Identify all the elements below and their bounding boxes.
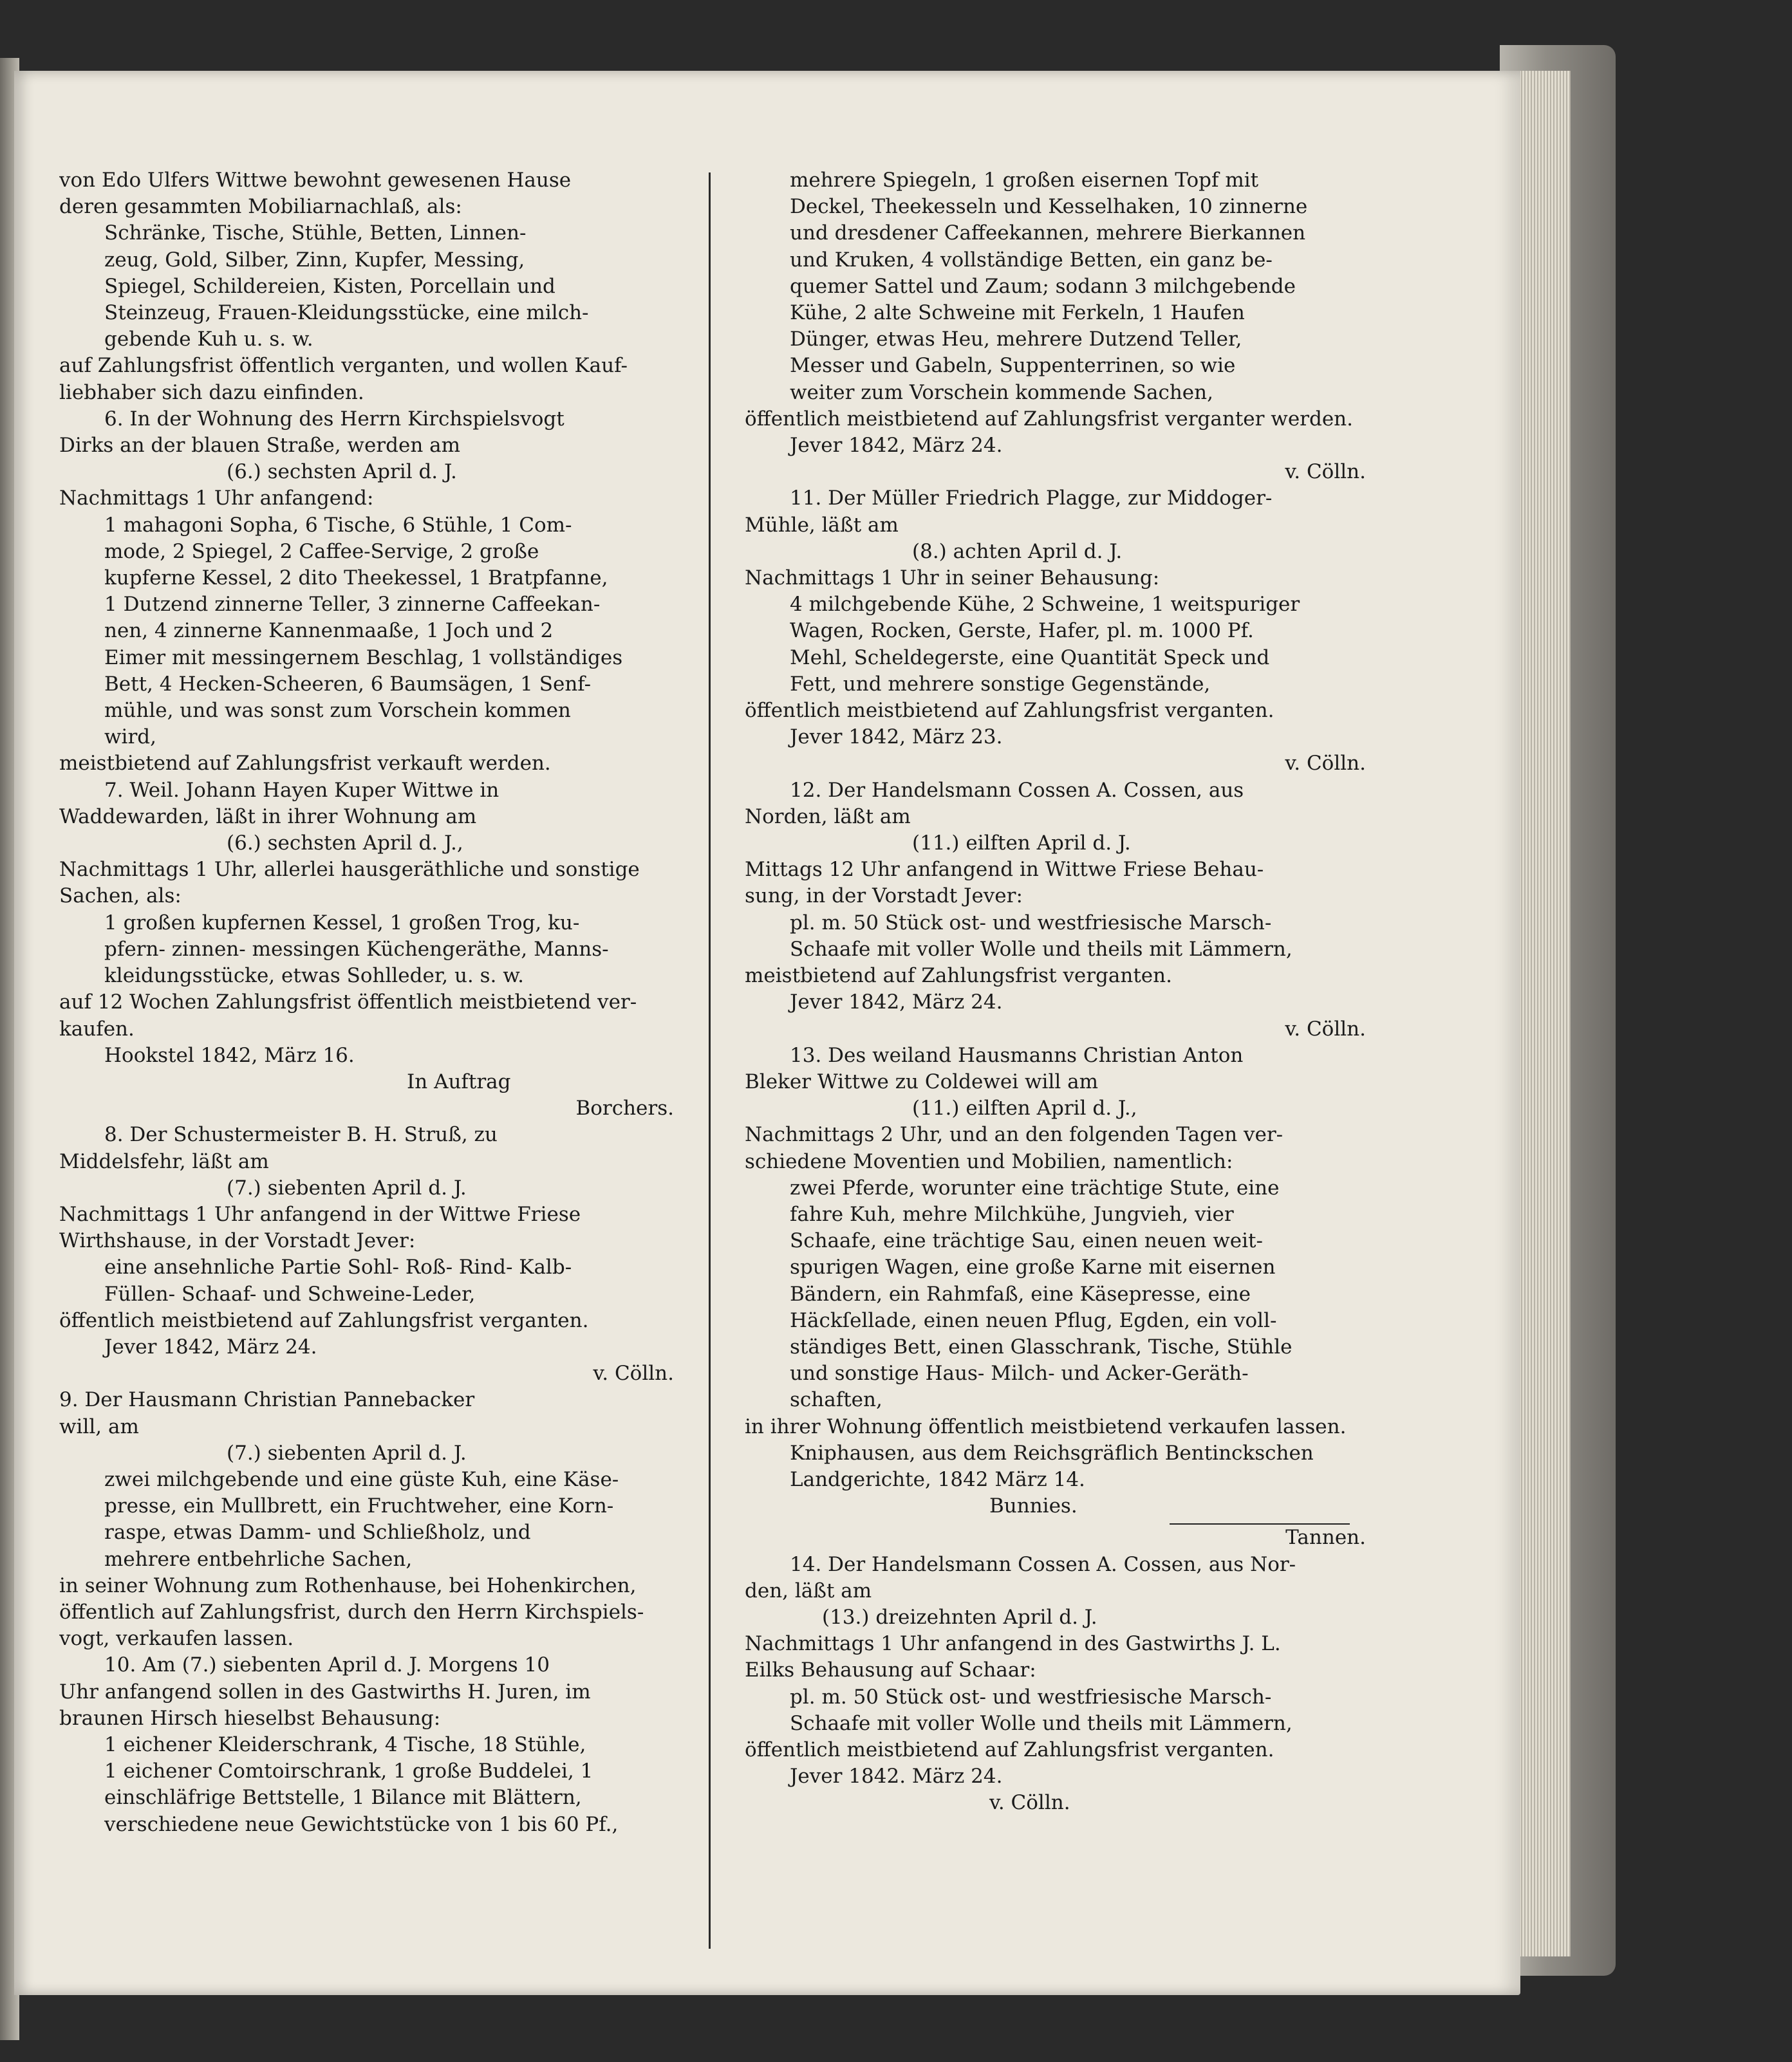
text-line: sung, in der Vorstadt Jever: — [745, 884, 1023, 908]
text-line: Füllen- Schaaf- und Schweine-Leder, — [104, 1282, 476, 1306]
date-line: (8.) achten April d. J. — [912, 539, 1123, 563]
text-line: gebende Kuh u. s. w. — [104, 328, 313, 351]
text-line: meistbietend auf Zahlungsfrist verkauft werden. — [59, 752, 551, 776]
text-line: zeug, Gold, Silber, Zinn, Kupfer, Messing, — [104, 248, 525, 272]
text-line: schaften, — [790, 1388, 882, 1412]
text-line: Dirks an der blauen Straße, werden am — [59, 434, 461, 458]
date-line: (11.) eilften April d. J., — [912, 1097, 1137, 1120]
book-page — [14, 71, 1520, 1995]
place-date-line: Landgerichte, 1842 März 14. — [790, 1467, 1085, 1491]
text-line: kupferne Kessel, 2 dito Theekessel, 1 Bratpfanne, — [104, 566, 608, 590]
text-line: Kniphausen, aus dem Reichsgräflich Bentinckschen — [790, 1441, 1314, 1465]
text-line: Wirthshause, in der Vorstadt Jever: — [59, 1229, 416, 1253]
text-line: verschiedene neue Gewichtstücke von 1 bis 60 Pf., — [104, 1812, 619, 1836]
text-line: mühle, und was sonst zum Vorschein kommen — [104, 699, 571, 723]
signature-line: v. Cölln. — [1285, 1017, 1366, 1041]
text-line: Waddewarden, läßt in ihrer Wohnung am — [59, 804, 477, 828]
text-line: Nachmittags 1 Uhr, allerlei hausgeräthliche und sonstige — [59, 858, 640, 882]
text-line: Eimer mit messingernem Beschlag, 1 vollständiges — [104, 646, 623, 669]
signature-line: Borchers. — [575, 1097, 674, 1120]
text-line: Deckel, Theekesseln und Kesselhaken, 10 zinnerne — [790, 195, 1308, 219]
notice-heading: 7. Weil. Johann Hayen Kuper Wittwe in — [104, 778, 499, 802]
text-line: 1 eichener Kleiderschrank, 4 Tische, 18 Stühle, — [104, 1732, 586, 1756]
text-line: Schaafe mit voller Wolle und theils mit Lämmern, — [790, 1711, 1293, 1735]
text-line: Nachmittags 1 Uhr in seiner Behausung: — [745, 566, 1160, 590]
text-line: öffentlich auf Zahlungsfrist, durch den Herrn Kirchspiels- — [59, 1600, 644, 1624]
text-line: wird, — [104, 725, 156, 749]
text-line: Schaafe mit voller Wolle und theils mit Lämmern, — [790, 937, 1293, 961]
column-divider — [709, 172, 711, 1949]
text-line: mode, 2 Spiegel, 2 Caffee-Servige, 2 große — [104, 539, 539, 563]
text-line: quemer Sattel und Zaum; sodann 3 milchgebende — [790, 274, 1296, 298]
notice-heading: 8. Der Schustermeister B. H. Struß, zu — [104, 1123, 498, 1147]
date-line: (7.) siebenten April d. J. — [227, 1176, 467, 1200]
text-line: Messer und Gabeln, Suppenterrinen, so wie — [790, 354, 1236, 378]
text-line: Spiegel, Schildereien, Kisten, Porcellain und — [104, 274, 555, 298]
text-line: In Auftrag — [407, 1070, 511, 1093]
place-date-line: Hookstel 1842, März 16. — [104, 1043, 355, 1067]
notice-heading: 10. Am (7.) siebenten April d. J. Morgens 10 — [104, 1653, 550, 1677]
text-line: einschläfrige Bettstelle, 1 Bilance mit Blättern, — [104, 1786, 582, 1810]
text-line: Bett, 4 Hecken-Scheeren, 6 Baumsägen, 1 Senf- — [104, 672, 592, 696]
date-line: (11.) eilften April d. J. — [912, 831, 1131, 855]
text-line: pl. m. 50 Stück ost- und westfriesische Marsch- — [790, 911, 1272, 934]
signature-line: v. Cölln. — [593, 1362, 674, 1386]
text-line: von Edo Ulfers Wittwe bewohnt gewesenen Hause — [59, 169, 572, 192]
text-line: Sachen, als: — [59, 884, 182, 908]
text-line: 4 milchgebende Kühe, 2 Schweine, 1 weitspuriger — [790, 593, 1300, 617]
text-line: deren gesammten Mobiliarnachlaß, als: — [59, 195, 462, 219]
text-line: presse, ein Mullbrett, ein Fruchtweher, eine Korn- — [104, 1494, 614, 1518]
text-line: Mühle, läßt am — [745, 513, 899, 537]
text-line: Middelsfehr, läßt am — [59, 1149, 269, 1173]
right-column — [745, 167, 1366, 1950]
text-line: Nachmittags 1 Uhr anfangend in des Gastwirths J. L. — [745, 1632, 1281, 1656]
text-line: mehrere Spiegeln, 1 großen eisernen Topf mit — [790, 169, 1259, 192]
text-line: Eilks Behausung auf Schaar: — [745, 1658, 1036, 1682]
text-line: Mehl, Scheldegerste, eine Quantität Speck und — [790, 646, 1270, 669]
notice-heading: 13. Des weiland Hausmanns Christian Anton — [790, 1043, 1244, 1067]
signature-line: Bunnies. — [989, 1494, 1078, 1518]
place-date-line: Jever 1842, März 23. — [790, 725, 1003, 749]
text-line: eine ansehnliche Partie Sohl- Roß- Rind- Kalb- — [104, 1256, 572, 1279]
text-line: den, läßt am — [745, 1579, 872, 1602]
text-line: 1 großen kupfernen Kessel, 1 großen Trog, ku- — [104, 911, 580, 934]
text-line: Nachmittags 1 Uhr anfangend in der Wittwe Friese — [59, 1202, 581, 1226]
text-line: Nachmittags 2 Uhr, und an den folgenden Tagen ver- — [745, 1123, 1283, 1147]
text-line: pfern- zinnen- messingen Küchengeräthe, Manns- — [104, 937, 609, 961]
text-line: Bleker Wittwe zu Coldewei will am — [745, 1070, 1099, 1093]
text-line: 1 Dutzend zinnerne Teller, 3 zinnerne Caffeekan- — [104, 593, 601, 617]
text-line: kaufen. — [59, 1017, 135, 1041]
text-line: Schränke, Tische, Stühle, Betten, Linnen- — [104, 221, 527, 245]
text-line: 1 eichener Comtoirschrank, 1 große Buddelei, 1 — [104, 1760, 593, 1783]
text-line: Fett, und mehrere sonstige Gegenstände, — [790, 672, 1211, 696]
text-line: Bändern, ein Rahmfaß, eine Käsepresse, eine — [790, 1282, 1251, 1306]
place-date-line: Jever 1842, März 24. — [790, 434, 1003, 458]
text-line: öffentlich meistbietend auf Zahlungsfrist verganten. — [745, 1738, 1274, 1761]
date-line: (13.) dreizehnten April d. J. — [822, 1605, 1097, 1629]
text-line: öffentlich meistbietend auf Zahlungsfrist verganter werden. — [745, 407, 1354, 431]
left-column — [59, 167, 674, 1950]
text-line: und sonstige Haus- Milch- und Acker-Geräth- — [790, 1362, 1249, 1386]
text-line: braunen Hirsch hieselbst Behausung: — [59, 1706, 441, 1730]
text-line: Häckſellade, einen neuen Pflug, Egden, ein voll- — [790, 1308, 1277, 1332]
signature-line: Tannen. — [1285, 1526, 1366, 1550]
text-line: in seiner Wohnung zum Rothenhause, bei Hohenkirchen, — [59, 1574, 637, 1597]
notice-heading: 12. Der Handelsmann Cossen A. Cossen, aus — [790, 778, 1244, 802]
text-line: vogt, verkaufen lassen. — [59, 1627, 294, 1651]
text-line: schiedene Moventien und Mobilien, namentlich: — [745, 1149, 1233, 1173]
text-line: kleidungsstücke, etwas Sohlleder, u. s. w. — [104, 964, 524, 988]
text-line: zwei Pferde, worunter eine trächtige Stute, eine — [790, 1176, 1280, 1200]
text-line: Nachmittags 1 Uhr anfangend: — [59, 487, 374, 510]
text-line: Uhr anfangend sollen in des Gastwirths H. Juren, im — [59, 1680, 591, 1704]
text-line: und Kruken, 4 vollständige Betten, ein ganz be- — [790, 248, 1273, 272]
notice-heading: 14. Der Handelsmann Cossen A. Cossen, aus Nor- — [790, 1552, 1296, 1576]
text-line: Dünger, etwas Heu, mehrere Dutzend Teller, — [790, 328, 1242, 351]
place-date-line: Jever 1842, März 24. — [104, 1335, 317, 1359]
text-line: spurigen Wagen, eine große Karne mit eisernen — [790, 1256, 1276, 1279]
text-line: liebhaber sich dazu einfinden. — [59, 380, 364, 404]
text-line: auf Zahlungsfrist öffentlich verganten, und wollen Kauf- — [59, 354, 628, 378]
date-line: (6.) sechsten April d. J. — [227, 460, 457, 484]
text-line: Kühe, 2 alte Schweine mit Ferkeln, 1 Haufen — [790, 301, 1245, 325]
text-line: Wagen, Rocken, Gerste, Hafer, pl. m. 1000 Pf. — [790, 619, 1254, 643]
text-line: fahre Kuh, mehre Milchkühe, Jungvieh, vier — [790, 1202, 1234, 1226]
place-date-line: Jever 1842, März 24. — [790, 990, 1003, 1014]
text-block — [59, 167, 1366, 1950]
text-line: Norden, läßt am — [745, 804, 911, 828]
text-line: Steinzeug, Frauen-Kleidungsstücke, eine milch- — [104, 301, 589, 325]
notice-heading: 6. In der Wohnung des Herrn Kirchspielsvogt — [104, 407, 565, 431]
text-line: raspe, etwas Damm- und Schließholz, und — [104, 1521, 531, 1545]
text-line: mehrere entbehrliche Sachen, — [104, 1547, 413, 1571]
notice-heading: 9. Der Hausmann Christian Pannebacker — [59, 1388, 475, 1412]
text-line: ständiges Bett, einen Glasschrank, Tische, Stühle — [790, 1335, 1293, 1359]
place-date-line: Jever 1842. März 24. — [790, 1765, 1003, 1788]
date-line: (7.) siebenten April d. J. — [227, 1441, 467, 1465]
text-line: auf 12 Wochen Zahlungsfrist öffentlich meistbietend ver- — [59, 990, 637, 1014]
date-line: (6.) sechsten April d. J., — [227, 831, 463, 855]
text-line: Mittags 12 Uhr anfangend in Wittwe Friese Behau- — [745, 858, 1264, 882]
text-line: öffentlich meistbietend auf Zahlungsfrist verganten. — [59, 1308, 589, 1332]
signature-line: v. Cölln. — [1285, 752, 1366, 776]
signature-line: v. Cölln. — [989, 1791, 1070, 1815]
notice-heading: 11. Der Müller Friedrich Plagge, zur Middoger- — [790, 487, 1273, 510]
signature-line: v. Cölln. — [1285, 460, 1366, 484]
text-line: öffentlich meistbietend auf Zahlungsfrist verganten. — [745, 699, 1274, 723]
text-line: in ihrer Wohnung öffentlich meistbietend verkaufen lassen. — [745, 1415, 1347, 1438]
text-line: und dresdener Caffeekannen, mehrere Bierkannen — [790, 221, 1306, 245]
text-line: nen, 4 zinnerne Kannenmaaße, 1 Joch und 2 — [104, 619, 554, 643]
text-line: zwei milchgebende und eine güste Kuh, eine Käse- — [104, 1467, 619, 1491]
text-line: weiter zum Vorschein kommende Sachen, — [790, 380, 1213, 404]
text-line: 1 mahagoni Sopha, 6 Tische, 6 Stühle, 1 Com- — [104, 513, 572, 537]
text-line: pl. m. 50 Stück ost- und westfriesische Marsch- — [790, 1685, 1272, 1709]
text-line: meistbietend auf Zahlungsfrist verganten. — [745, 964, 1172, 988]
text-line: will, am — [59, 1415, 139, 1438]
text-line: Schaafe, eine trächtige Sau, einen neuen weit- — [790, 1229, 1263, 1253]
